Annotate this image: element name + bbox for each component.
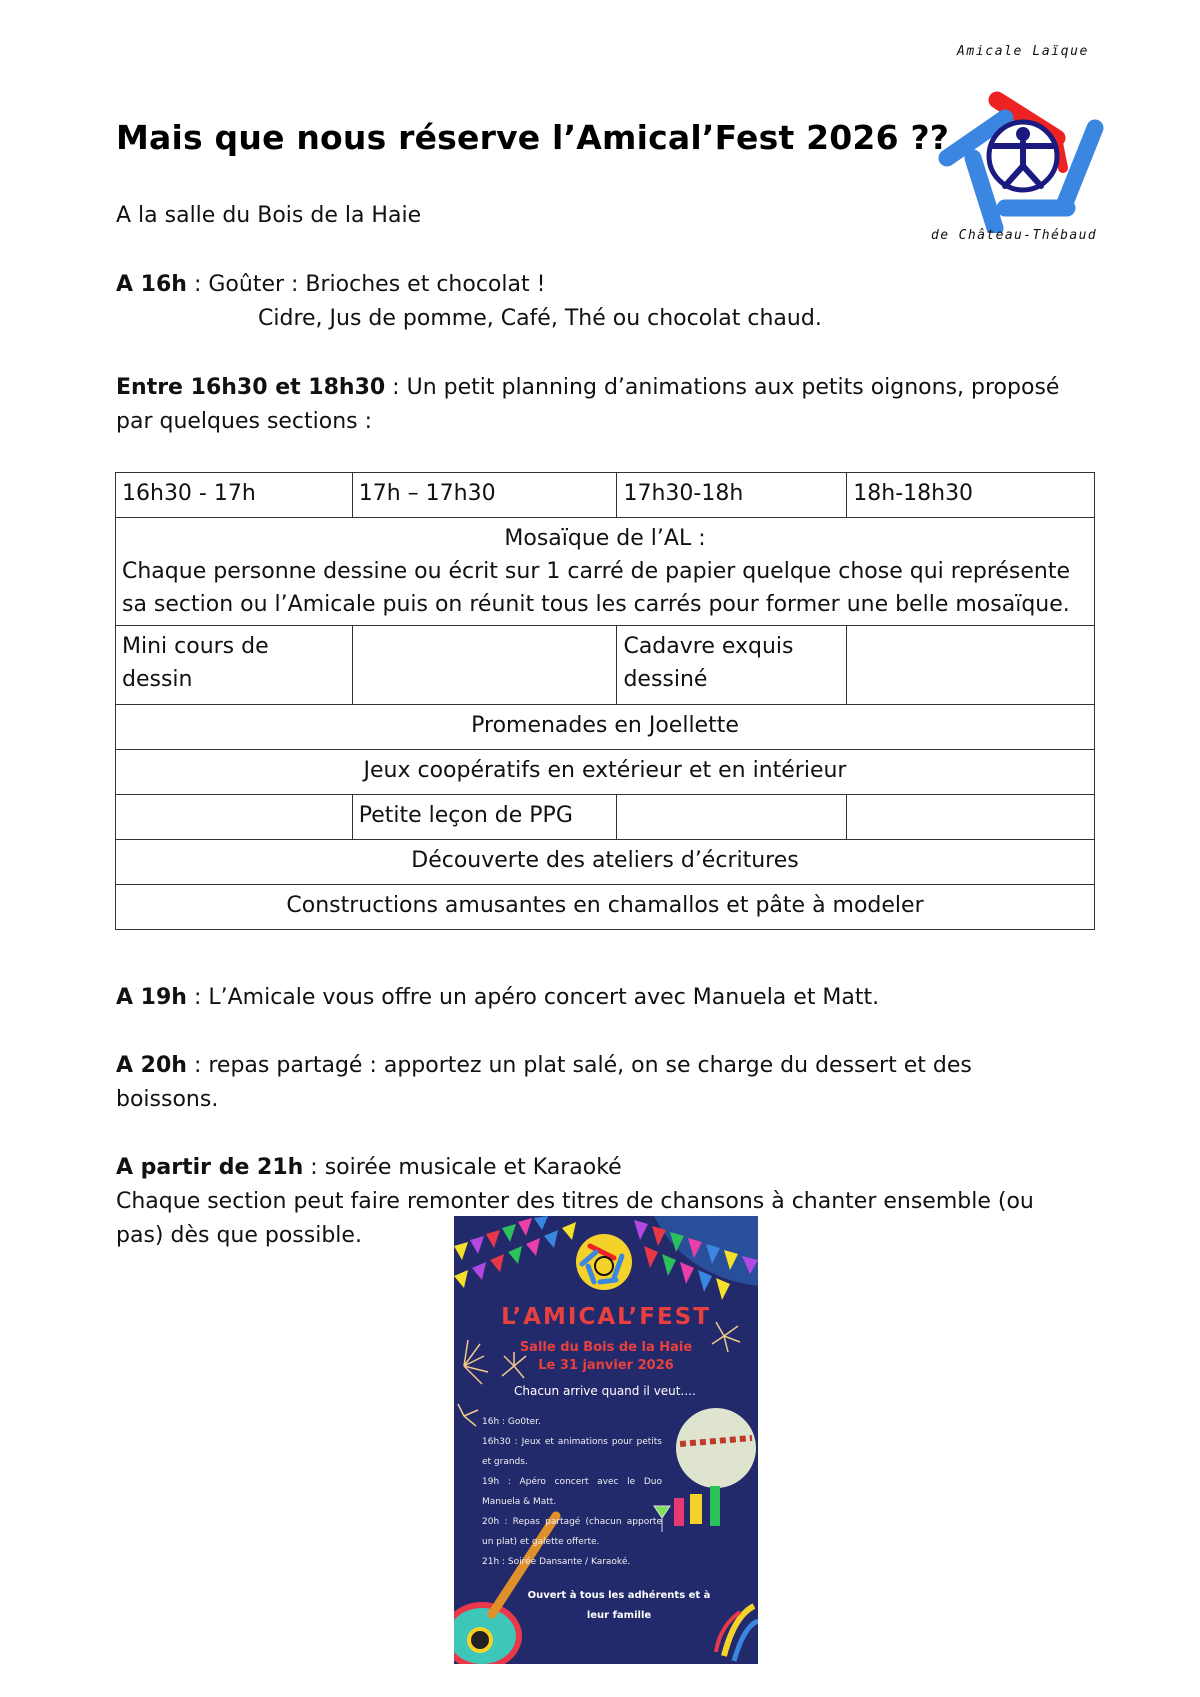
poster-open-to: Ouvert à tous les adhérents et à leur famille [527, 1590, 711, 1621]
table-cell [847, 626, 1095, 705]
gouter-drinks: Cidre, Jus de pomme, Café, Thé ou chocolat chaud. [258, 306, 822, 331]
gouter-time: A 16h [116, 272, 187, 297]
repas-text: : repas partagé : apportez un plat salé, on se charge du dessert et des boissons. [116, 1053, 972, 1112]
mosaique-description: Chaque personne dessine ou écrit sur 1 carré de papier quelque chose qui représente sa section ou l’Amicale puis on réunit tous les carrés pour former une belle mosaïque. [122, 559, 1071, 617]
constructions-cell: Constructions amusantes en chamallos et pâte à modeler [116, 885, 1095, 930]
poster-program-item: 19h : Apéro concert avec le Duo Manuela & Matt. [482, 1477, 662, 1507]
table-cell [617, 795, 847, 840]
soiree-item [116, 1151, 1076, 1185]
repas-item [116, 1049, 1016, 1117]
logo-top-text: Amicale Laïque [957, 44, 1089, 59]
soiree-time: A partir de 21h [116, 1155, 304, 1180]
poster-program-item: 16h : Go0ter. [482, 1417, 541, 1427]
page-title: Mais que nous réserve l’Amical’Fest 2026 ?? [116, 118, 950, 157]
event-poster [454, 1216, 758, 1664]
table-row-constructions [116, 885, 1095, 930]
gouter-text: : Goûter : Brioches et chocolat ! [186, 272, 546, 297]
apero-item [116, 981, 1076, 1015]
poster-program [482, 1412, 662, 1572]
planning-table [115, 472, 1095, 930]
logo-emblem-icon [925, 58, 1125, 233]
apero-text: : L’Amicale vous offre un apéro concert avec Manuela et Matt. [186, 985, 880, 1010]
poster-venue: Salle du Bois de la Haie [519, 1340, 693, 1355]
repas-time: A 20h [116, 1053, 187, 1078]
dance-globe-icon [676, 1408, 756, 1488]
logo-bottom-text: de Château-Thébaud [931, 228, 1098, 243]
animations-item [116, 371, 1096, 439]
table-row-promenades [116, 705, 1095, 750]
poster-program-item: 20h : Repas partagé (chacun apporte un plat) et galette offerte. [482, 1517, 662, 1547]
soiree-text: : soirée musicale et Karaoké [303, 1155, 622, 1180]
poster-date: Le 31 janvier 2026 [538, 1358, 674, 1373]
ateliers-cell: Découverte des ateliers d’écritures [116, 840, 1095, 885]
table-row-ppg [116, 795, 1095, 840]
amicale-logo [925, 38, 1125, 258]
table-header-cell: 17h – 17h30 [352, 473, 617, 518]
table-cell [116, 795, 353, 840]
soiree-note: Chaque section peut faire remonter des titres de chansons à chanter ensemble (ou pas) dès que possible. [116, 1189, 1034, 1248]
table-header-row [116, 473, 1095, 518]
table-row-ateliers [116, 840, 1095, 885]
cocktails-icon [654, 1486, 720, 1532]
mosaique-title: Mosaïque de l’AL : [504, 526, 706, 551]
animations-text: : Un petit planning d’animations aux petits oignons, proposé par quelques sections : [116, 375, 1060, 434]
table-cell [847, 795, 1095, 840]
poster-title: L’AMICAL’FEST [501, 1304, 711, 1330]
table-header-cell: 17h30-18h [617, 473, 847, 518]
apero-time: A 19h [116, 985, 187, 1010]
gouter-item [116, 268, 1076, 302]
table-row-mosaique [116, 518, 1095, 626]
mosaique-cell [116, 518, 1095, 626]
animations-time: Entre 16h30 et 18h30 [116, 375, 386, 400]
fireworks-icon [458, 1322, 740, 1426]
table-row-drawing [116, 626, 1095, 705]
table-row-jeux [116, 750, 1095, 795]
confetti-burst-icon [716, 1606, 758, 1661]
poster-arrival: Chacun arrive quand il veut.... [514, 1384, 696, 1398]
table-header-cell: 18h-18h30 [847, 473, 1095, 518]
venue-text: A la salle du Bois de la Haie [116, 203, 422, 228]
table-cell [352, 626, 617, 705]
poster-program-item: 16h30 : Jeux et animations pour petits et grands. [482, 1437, 662, 1467]
logo-figure-head [1016, 127, 1030, 141]
poster-program-item: 21h : Soirée Dansante / Karaoké. [482, 1557, 631, 1567]
jeux-cell: Jeux coopératifs en extérieur et en intérieur [116, 750, 1095, 795]
table-cell: Mini cours de dessin [116, 626, 353, 705]
promenades-cell: Promenades en Joellette [116, 705, 1095, 750]
table-cell: Petite leçon de PPG [352, 795, 617, 840]
table-header-cell: 16h30 - 17h [116, 473, 353, 518]
table-cell: Cadavre exquis dessiné [617, 626, 847, 705]
